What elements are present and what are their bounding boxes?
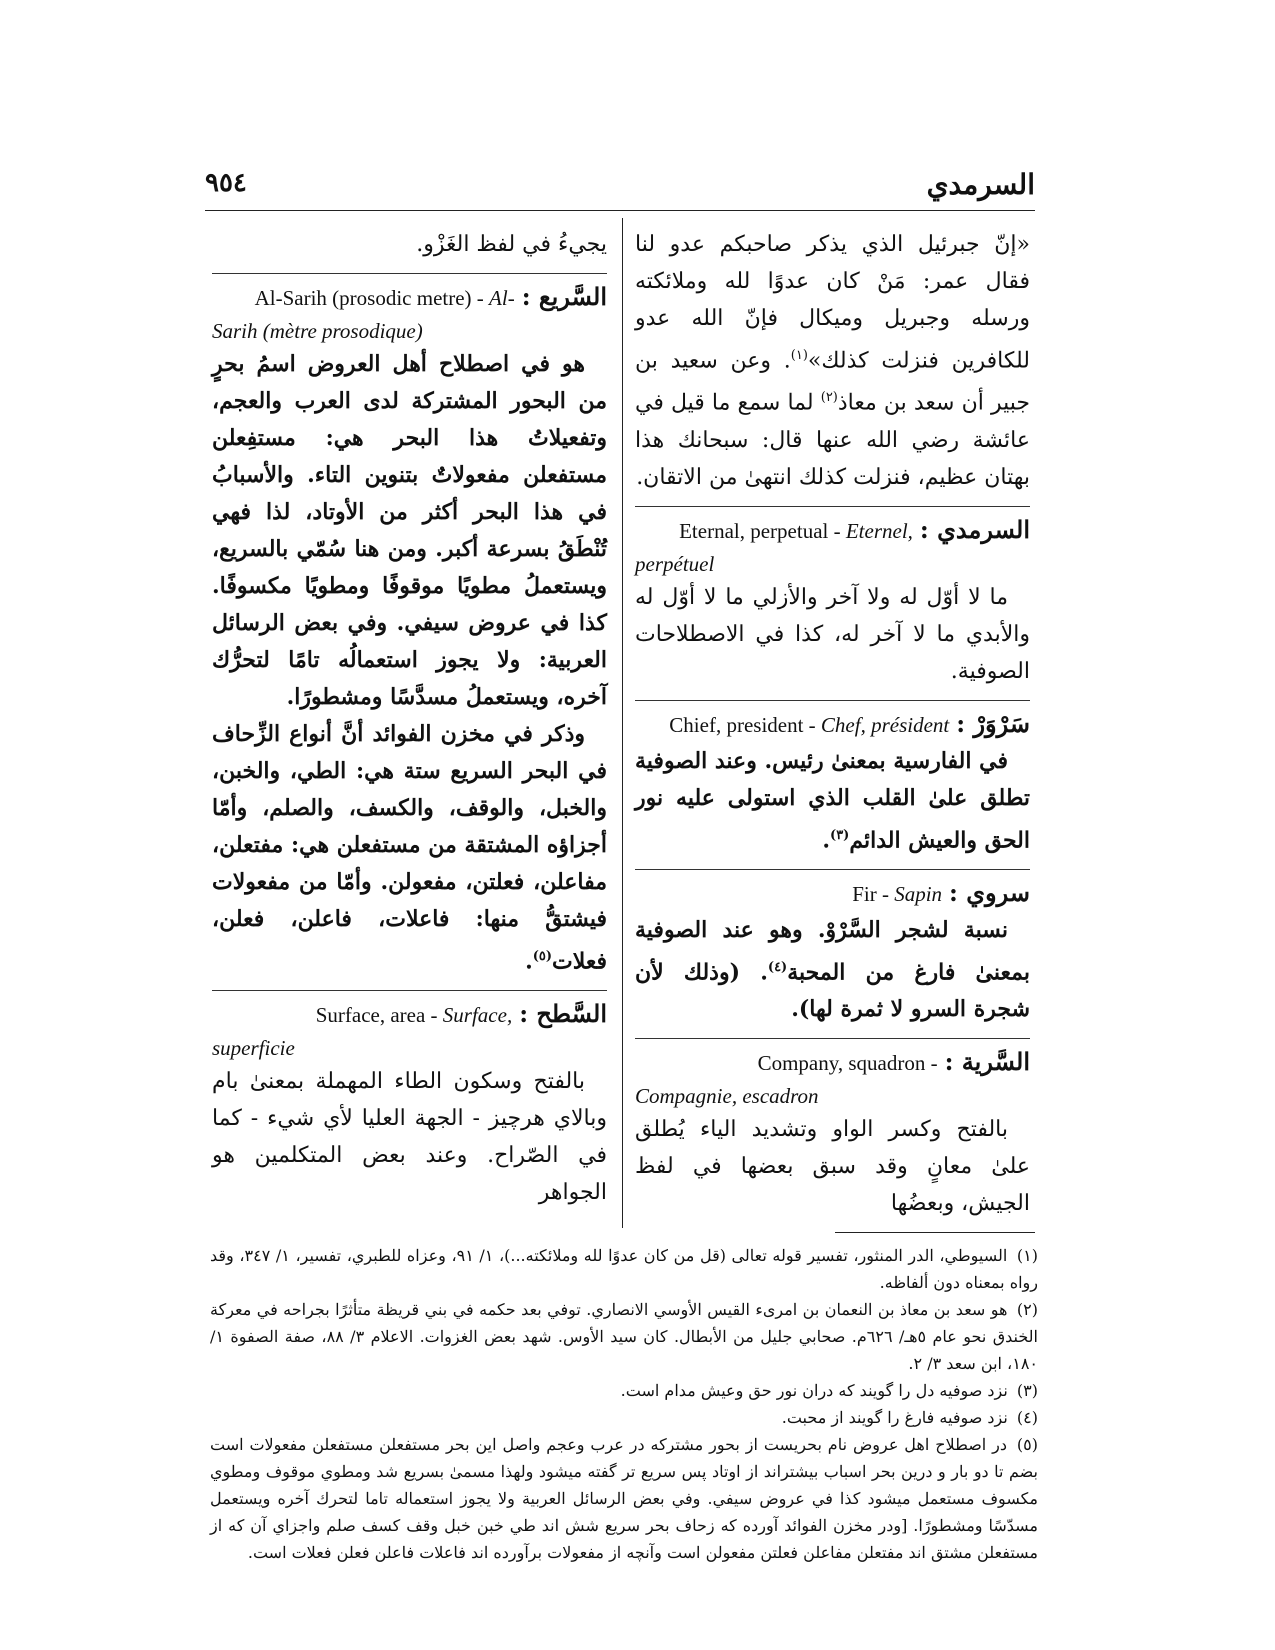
entry-body: نسبة لشجر السَّرْوْ. وهو عند الصوفية بمعنىٰ فارغ من المحبة$^{(٤)}$. (وذلك لأن شجرة السرو لا ثمرة لها). <box>635 916 1030 1023</box>
gloss-continued: Sarih (mètre prosodique) <box>212 319 423 343</box>
headword: سَرْوَرْ : <box>956 708 1030 738</box>
entry-body: هو في اصطلاح أهل العروض اسمُ بحرٍ من البحور المشتركة لدى العرب والعجم، وتفعيلاتُ هذا البحر هي: مستفِعلن مستفعلن مفعولاتٌ بتنوين التاء. والأسبابُ في هذا البحر أكثر من الأوتاد، لذا فهي تُنْطَقُ بسرعة أكبر. ومن هنا سُمّي بالسريع، ويستعملُ مطويًا موقوفًا ومطويًا مكسوفًا. كذا في عروض سيفي. وفي بعض الرسائل العربية: ولا يجوز استعمالُه تامًا لتحرُّك آخره، ويستعملُ مسدَّسًا ومشطورًا. <box>212 351 607 710</box>
running-head: السرمدي <box>926 168 1035 201</box>
entry-sarmadi <box>635 506 1030 690</box>
footnote-ref: (١) <box>790 348 808 363</box>
footnote-ref: (٢) <box>820 390 838 406</box>
gloss: Eternal, perpetual - Eternel, <box>679 518 913 543</box>
gloss: Surface, area - Surface, <box>315 1003 513 1028</box>
continuation-text: «إنّ جبرئيل الذي يذكر صاحبكم عدو لنا فقال عمر: مَنْ كان عدوًا لله وملائكته ورسله وجبريل وميكال فإنّ الله عدو للكافرين فنزلت كذلك»$^{(١)}$. وعن سعيد بن جبير أن سعد بن معاذ$^{(٢)}$ لما سمع ما قيل في عائشة رضي الله عنها قال: سبحانك هذا بهتان عظيم، فنزلت كذلك انتهىٰ من الاتقان. <box>635 232 1031 490</box>
gloss: Fir - Sapin <box>852 881 943 906</box>
footnote-ref: (٣) <box>830 827 850 843</box>
gloss-continued: Compagnie, escadron <box>635 1084 819 1109</box>
entry-sarwi <box>635 869 1030 1028</box>
footnote-2: (٢) هو سعد بن معاذ بن النعمان بن امرىء القيس الأوسي الانصاري. توفي بعد حكمه في بني قريظة متأثرًا بجراحه في معركة الخندق نحو عام ٥هـ/ ٦٢٦م. صحابي جليل من الأبطال. كان سيد الأوس. شهد بعض الغزوات. الاعلام ٣/ ٨٨، صفة الصفوة ١/ ١٨٠، ابن سعد ٣/ ٢. <box>210 1300 1039 1373</box>
footnote-ref: (٤) <box>767 959 788 975</box>
entry-sariyya <box>635 1038 1030 1222</box>
headword: السرمدي : <box>919 514 1030 544</box>
entry-sari <box>212 273 607 980</box>
headword: السَّطح : <box>519 999 607 1029</box>
gloss: Company, squadron - <box>757 1051 938 1076</box>
column-divider <box>622 218 623 1228</box>
headword: السَّريع : <box>521 282 607 311</box>
gloss-continued: perpétuel <box>635 551 715 576</box>
right-column <box>635 226 1030 1222</box>
footnotes <box>210 1242 1038 1566</box>
left-column <box>212 226 607 1211</box>
entry-body: بالفتح وكسر الواو وتشديد الياء يُطلق علىٰ معانٍ وقد سبق بعضها في لفظ الجيش، وبعضُها <box>635 1117 1030 1217</box>
entry-sath <box>212 990 607 1211</box>
entry-body: في الفارسية بمعنىٰ رئيس. وعند الصوفية تطلق علىٰ القلب الذي استولى عليه نور الحق والعيش الدائم$^{(٣)}$. <box>635 747 1030 853</box>
headword: السَّرية : <box>944 1047 1030 1077</box>
footnote-5: (٥) در اصطلاح اهل عروض نام بحريست از بحور مشتركه در عرب وعجم واصل اين بحر مستفعلن مستفعلن مفعولات است بضم تا دو بار و درين بحر اسباب بيشتراند از اوتاد پس سريع تر گفته ميشود ولهذا مسمىٰ بسريع شد ومطوي موقوف ومطوي مكسوف مستعمل ميشود كذا في عروض سيفي. وفي بعض الرسائل العربية ولا يجوز استعماله تاما لتحرك آخره ويستعمل مسدّسًا ومشطورًا. [ودر مخزن الفوائد آورده كه زحاف بحر سريع شش اند طي خبن خبل وقف كسف صلم واجزاي آن كه از مستفعلن مشتق اند مفتعلن مفاعلن فعلتن مفعولن است وآنچه از مفعولات برآورده اند فاعلات فاعلن فعلن فعلات است. <box>210 1435 1039 1562</box>
continuation-text: يجيءُ في لفظ الغَزْو. <box>416 232 607 257</box>
headword: سروي : <box>949 877 1030 907</box>
entry-sarwar <box>635 700 1030 859</box>
gloss-continued: superficie <box>212 1036 295 1061</box>
footnote-4: (٤) نزد صوفيه فارغ را گويند از محبت. <box>781 1408 1038 1427</box>
entry-body-2: وذكر في مخزن الفوائد أنَّ أنواع الزِّحاف في البحر السريع ستة هي: الطي، والخبن، والخبل، والوقف، والكسف، والصلم، وأمّا أجزاؤه المشتقة من مستفعلن هي: مفتعلن، مفاعلن، فعلتن، مفعولن. وأمّا من مفعولات فيشتقُّ منها: فاعلات، فاعلن، فعلن، فعلات$^{(٥)}$. <box>212 721 607 975</box>
gloss: Al-Sarih (prosodic metre) - Al- <box>254 286 515 310</box>
gloss: Chief, president - Chef, président <box>669 712 950 737</box>
header-rule <box>205 210 1035 211</box>
footnote-rule <box>835 1232 1035 1233</box>
footnote-1: (١) السيوطي، الدر المنثور، تفسير قوله تعالى (قل من كان عدوًا لله وملائكته...)، ١/ ٩١، وعزاه للطبري، تفسير، ١/ ٣٤٧، وقد رواه بمعناه دون ألفاظه. <box>210 1246 1039 1292</box>
entry-body: بالفتح وسكون الطاء المهملة بمعنىٰ بام وبالاي هرچيز - الجهة العليا لأي شيء - كما في الصّراح. وعند بعض المتكلمين هو الجواهر <box>212 1069 607 1206</box>
page-number: ٩٥٤ <box>205 168 247 198</box>
footnote-3: (٣) نزد صوفيه دل را گويند كه دران نور حق وعيش مدام است. <box>620 1381 1038 1400</box>
footnote-ref: (٥) <box>532 949 553 964</box>
entry-body: ما لا أوّل له ولا آخر والأزلي ما لا أوّل له والأبدي ما لا آخر له، كذا في الاصطلاحات الصوفية. <box>635 584 1030 684</box>
